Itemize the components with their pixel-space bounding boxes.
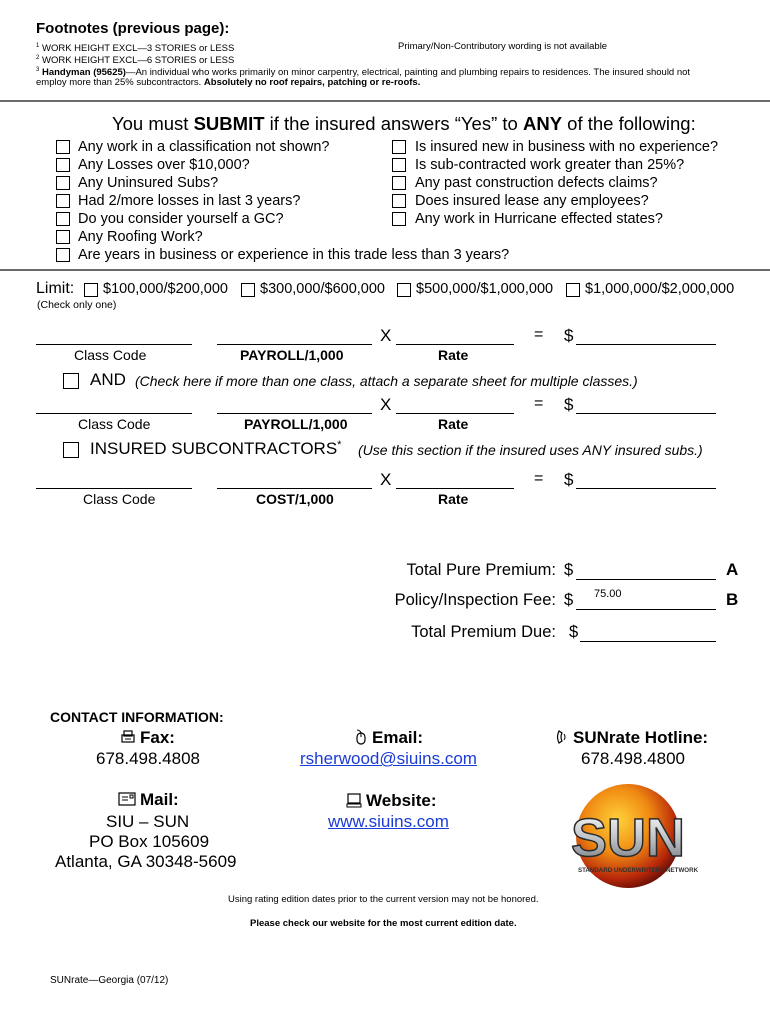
- submit-heading: You must SUBMIT if the insured answers “Yes” to ANY of the following:: [112, 113, 696, 134]
- question-left: Do you consider yourself a GC?: [78, 211, 284, 227]
- multiply-sign: X: [380, 395, 392, 414]
- question-checkbox[interactable]: [56, 248, 70, 262]
- website-link[interactable]: www.siuins.com: [328, 812, 449, 831]
- question-left: Any Roofing Work?: [78, 229, 203, 245]
- dollar-sign: $: [564, 395, 574, 414]
- question-checkbox[interactable]: [392, 212, 406, 226]
- website-heading: Website:: [346, 791, 437, 813]
- rate-label: Rate: [438, 416, 469, 432]
- dollar-sign: $: [569, 623, 579, 641]
- footnote-3: $^3$ Handyman (95625)—An individual who works primarily on minor carpentry, electrical, painting and plumbing repairs to residences. The insured should not: [36, 67, 691, 79]
- envelope-icon: [118, 791, 136, 812]
- and-note: (Check here if more than one class, attach a separate sheet for multiple classes.): [135, 373, 638, 389]
- question-left: Any Uninsured Subs?: [78, 175, 219, 191]
- dollar-sign: $: [564, 561, 574, 579]
- divider-2: [0, 269, 770, 271]
- limit-checkbox[interactable]: [566, 283, 580, 297]
- subs-label: INSURED SUBCONTRACTORS*: [90, 439, 342, 458]
- question-right: Is sub-contracted work greater than 25%?: [415, 157, 685, 173]
- logo-word: SUN: [570, 808, 686, 868]
- footnotes-title: Footnotes (previous page):: [36, 20, 230, 37]
- class-code-field[interactable]: [36, 413, 192, 414]
- contact-title: CONTACT INFORMATION:: [50, 709, 224, 725]
- computer-icon: [346, 792, 362, 813]
- form-footer: SUNrate—Georgia (07/12): [50, 975, 169, 986]
- letter-a: A: [726, 560, 739, 579]
- question-right: Does insured lease any employees?: [415, 193, 649, 209]
- rate-field[interactable]: [396, 413, 514, 414]
- footnote-2: $^2$ WORK HEIGHT EXCL—6 STORIES or LESS: [36, 55, 235, 67]
- mouse-icon: [354, 729, 368, 750]
- fax-heading: Fax:: [120, 728, 175, 750]
- rate-field[interactable]: [396, 344, 514, 345]
- question-checkbox[interactable]: [392, 194, 406, 208]
- mail-heading: Mail:: [118, 790, 179, 812]
- payroll-label: PAYROLL/1,000: [244, 416, 348, 432]
- footnote-1: $^1$ WORK HEIGHT EXCL—3 STORIES or LESS: [36, 43, 235, 55]
- cost-field[interactable]: [217, 488, 372, 489]
- question-left: Any Losses over $10,000?: [78, 157, 250, 173]
- fax-number: 678.498.4808: [96, 749, 200, 768]
- multiply-sign: X: [380, 326, 392, 345]
- mail-line-2: PO Box 105609: [89, 832, 210, 851]
- total-premium-due-label: Total Premium Due:: [411, 623, 556, 641]
- limit-option: $100,000/$200,000: [103, 281, 228, 297]
- email-link[interactable]: rsherwood@siuins.com: [300, 749, 477, 768]
- limit-label: Limit:: [36, 280, 75, 297]
- fax-icon: [120, 729, 136, 750]
- premium-field[interactable]: [576, 413, 716, 414]
- mail-line-3: Atlanta, GA 30348-5609: [55, 852, 237, 871]
- subs-note: (Use this section if the insured uses ANY insured subs.): [358, 442, 703, 458]
- letter-b: B: [726, 590, 739, 609]
- website-note: Please check our website for the most current edition date.: [250, 918, 517, 929]
- and-label: AND: [90, 370, 126, 389]
- payroll-field[interactable]: [217, 344, 372, 345]
- question-checkbox[interactable]: [392, 158, 406, 172]
- total-pure-premium-field[interactable]: [576, 579, 716, 580]
- premium-field[interactable]: [576, 344, 716, 345]
- question-checkbox[interactable]: [392, 140, 406, 154]
- class-code-label: Class Code: [74, 347, 147, 363]
- dollar-sign: $: [564, 326, 574, 345]
- dollar-sign: $: [564, 470, 574, 489]
- multiply-sign: X: [380, 470, 392, 489]
- footnote-3-cont: employ more than 25% subcontractors. Absolutely no roof repairs, patching or re-roofs.: [36, 77, 421, 88]
- class-code-field[interactable]: [36, 344, 192, 345]
- email-heading: Email:: [354, 728, 423, 750]
- and-checkbox[interactable]: [63, 373, 79, 389]
- limit-note: (Check only one): [37, 299, 117, 311]
- limit-option: $1,000,000/$2,000,000: [585, 281, 735, 297]
- limit-option: $500,000/$1,000,000: [416, 281, 554, 297]
- policy-fee-field[interactable]: [576, 609, 716, 610]
- equals-sign: =: [534, 326, 544, 343]
- equals-sign: =: [534, 395, 544, 412]
- question-checkbox[interactable]: [56, 176, 70, 190]
- question-checkbox[interactable]: [56, 140, 70, 154]
- limit-checkbox[interactable]: [84, 283, 98, 297]
- hotline-heading: SUNrate Hotline:: [555, 728, 708, 750]
- equals-sign: =: [534, 470, 544, 487]
- hotline-number: 678.498.4800: [581, 749, 685, 768]
- question-right: Any work in Hurricane effected states?: [415, 211, 663, 227]
- class-code-field[interactable]: [36, 488, 192, 489]
- total-pure-premium-label: Total Pure Premium:: [406, 561, 556, 579]
- divider-1: [0, 100, 770, 102]
- premium-field[interactable]: [576, 488, 716, 489]
- question-right: Is insured new in business with no experience?: [415, 139, 719, 155]
- question-checkbox[interactable]: [56, 230, 70, 244]
- payroll-field[interactable]: [217, 413, 372, 414]
- policy-fee-value: 75.00: [594, 588, 622, 600]
- question-checkbox[interactable]: [56, 158, 70, 172]
- question-checkbox[interactable]: [392, 176, 406, 190]
- cost-label: COST/1,000: [256, 491, 334, 507]
- mail-line-1: SIU – SUN: [106, 812, 190, 831]
- limit-checkbox[interactable]: [397, 283, 411, 297]
- question-left: Any work in a classification not shown?: [78, 139, 330, 155]
- question-checkbox[interactable]: [56, 194, 70, 208]
- phone-icon: [555, 729, 569, 750]
- footnote-primary-note: Primary/Non-Contributory wording is not available: [398, 41, 608, 52]
- limit-checkbox[interactable]: [241, 283, 255, 297]
- question-left: Had 2/more losses in last 3 years?: [78, 193, 301, 209]
- limit-option: $300,000/$600,000: [260, 281, 385, 297]
- rate-field[interactable]: [396, 488, 514, 489]
- question-checkbox[interactable]: [56, 212, 70, 226]
- rate-label: Rate: [438, 491, 469, 507]
- payroll-label: PAYROLL/1,000: [240, 347, 344, 363]
- edition-note: Using rating edition dates prior to the current version may not be honored.: [228, 894, 539, 905]
- policy-fee-label: Policy/Inspection Fee:: [394, 591, 556, 609]
- class-code-label: Class Code: [83, 491, 156, 507]
- question-right: Any past construction defects claims?: [415, 175, 658, 191]
- question-left: Are years in business or experience in this trade less than 3 years?: [78, 247, 510, 263]
- dollar-sign: $: [564, 591, 574, 609]
- total-premium-due-field[interactable]: [580, 641, 716, 642]
- rate-label: Rate: [438, 347, 469, 363]
- class-code-label: Class Code: [78, 416, 151, 432]
- logo-tagline: STANDARD UNDERWRITERS NETWORK: [577, 867, 699, 874]
- sun-logo: [554, 780, 702, 892]
- subs-checkbox[interactable]: [63, 442, 79, 458]
